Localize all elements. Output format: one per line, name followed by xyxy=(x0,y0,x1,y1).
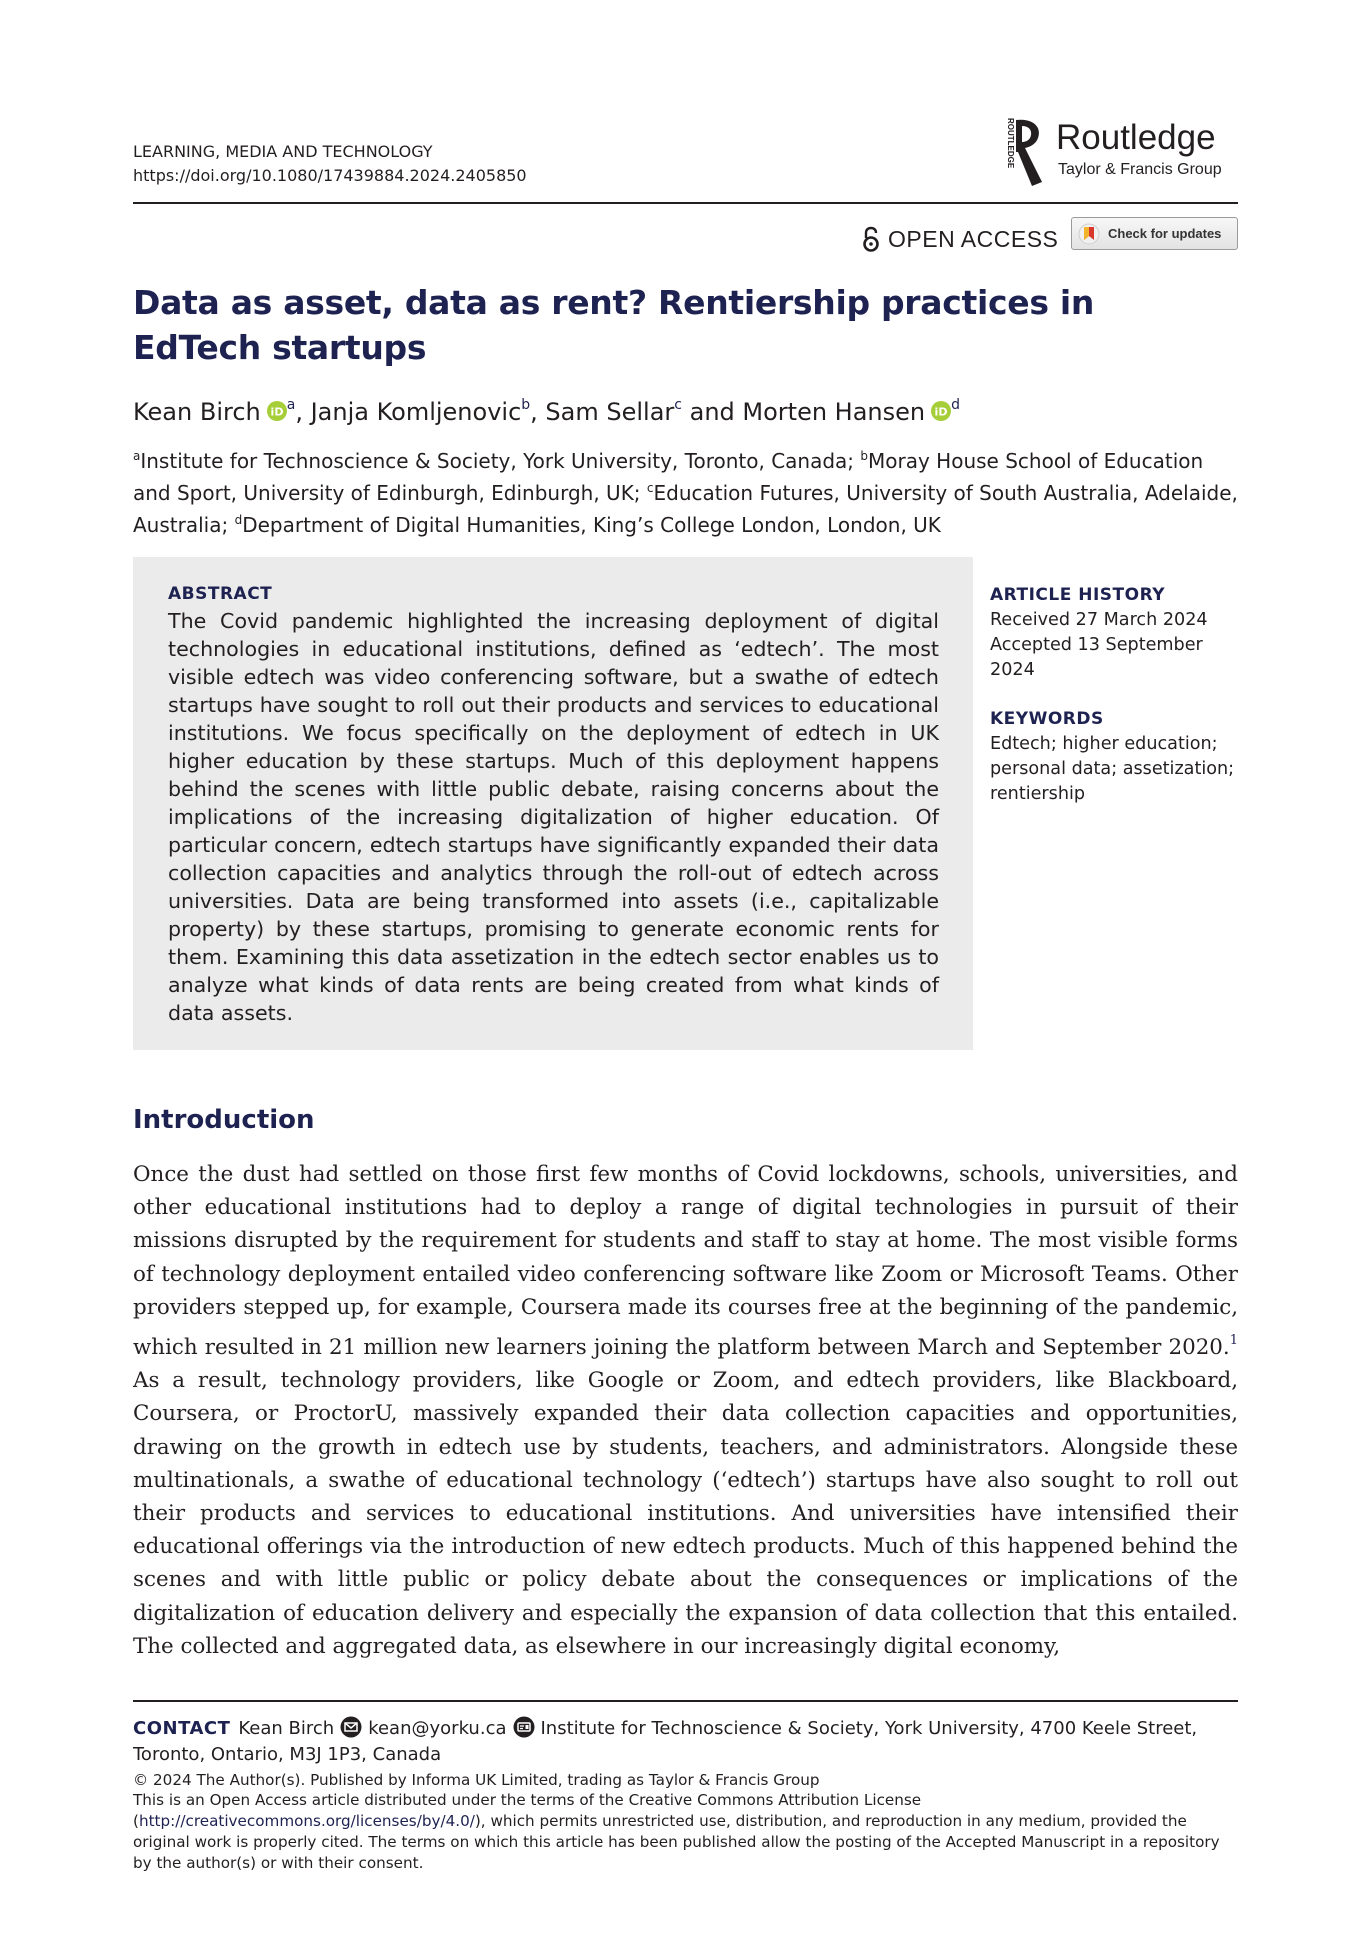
affiliations xyxy=(133,443,1238,539)
footer-rule xyxy=(133,1700,1238,1702)
publisher-group: Taylor & Francis Group xyxy=(1058,161,1222,178)
author-affiliation-mark: a xyxy=(286,397,296,413)
author-name[interactable]: Morten Hansen xyxy=(742,398,926,426)
contact-label: CONTACT xyxy=(133,1718,231,1739)
section-heading-introduction: Introduction xyxy=(133,1105,315,1135)
doi-link[interactable]: https://doi.org/10.1080/17439884.2024.2405850 xyxy=(133,166,527,185)
article-title: Data as asset, data as rent? Rentiership practices in EdTech startups xyxy=(133,283,1095,367)
journal-header xyxy=(133,140,527,188)
open-access-badge xyxy=(862,224,1058,254)
affiliation-mark: b xyxy=(860,449,869,463)
author-affiliation-mark: d xyxy=(951,397,961,413)
license-text: ), which permits unrestricted use, distribution, and reproduction in any medium, provided the original work is properly cited. The terms on which this article has been published allow the posting of the Accepted Manuscript in a repository by the author(s) or with their consent. xyxy=(133,1812,1220,1872)
affiliation-text: Department of Digital Humanities, King’s College London, London, UK xyxy=(242,513,941,537)
abstract-heading: ABSTRACT xyxy=(168,584,273,604)
author-list xyxy=(133,388,960,429)
author-separator: , xyxy=(295,398,311,426)
author-name[interactable]: Kean Birch xyxy=(133,398,261,426)
check-for-updates-button[interactable] xyxy=(1071,217,1238,250)
introduction-paragraph xyxy=(133,1158,1238,1663)
author-separator: , xyxy=(530,398,546,426)
contact-address: Institute for Technoscience & Society, York University, 4700 Keele Street, Toronto, Ontario, M3J 1P3, Canada xyxy=(133,1718,1198,1765)
contact-email[interactable]: kean@yorku.ca xyxy=(368,1718,507,1739)
author-name[interactable]: Sam Sellar xyxy=(545,398,675,426)
affiliation-text: Institute for Technoscience & Society, York University, Toronto, Canada; xyxy=(140,449,861,473)
license-notice xyxy=(133,1790,1238,1874)
license-text: This is an Open Access article distributed under the terms of the Creative Commons Attribution License ( xyxy=(133,1791,922,1830)
affiliation-mark: c xyxy=(646,481,654,495)
header-rule xyxy=(133,202,1238,204)
contact-name: Kean Birch xyxy=(238,1718,335,1739)
introduction-text: As a result, technology providers, like Google or Zoom, and edtech providers, like Blackboard, Coursera, or ProctorU, massively expanded their data collection capacities and opportunities, drawing on the growth in edtech use by students, teachers, and administrators. Alongside these multinationals, a swathe of educational technology (‘edtech’) startups have also sought to roll out their products and services to educational institutions. And universities have intensified their educational offerings via the introduction of new edtech products. Much of this happened behind the scenes and with little public or policy debate about the consequences or implications of the digitalization of education delivery and especially the expansion of data collection that this entailed. The collected and aggregated data, as elsewhere in our increasingly digital economy, xyxy=(133,1368,1238,1659)
license-link[interactable]: http://creativecommons.org/licenses/by/4.0/ xyxy=(138,1812,475,1830)
svg-text:iD: iD xyxy=(934,405,948,419)
abstract-text: The Covid pandemic highlighted the increasing deployment of digital technologies in educational institutions, defined as ‘edtech’. The most visible edtech was video conferencing software, but a swathe of edtech startups have sought to roll out their products and services to educational institutions. We focus specifically on the deployment of edtech in UK higher education by these startups. Much of this deployment happens behind the scenes with little public debate, raising concerns about the implications of the increasing digitalization of higher education. Of particular concern, edtech startups have significantly expanded their data collection capacities and analytics through the roll-out of edtech across universities. Data are being transformed into assets (i.e., capitalizable property) by these startups, promising to generate economic rents for them. Examining this data assetization in the edtech sector enables us to analyze what kinds of data rents are being created from what kinds of data assets. xyxy=(168,609,939,1025)
affiliation-mark: d xyxy=(234,513,243,527)
article-history-heading: ARTICLE HISTORY xyxy=(990,585,1166,605)
article-history xyxy=(990,583,1240,683)
affiliation-mark: a xyxy=(133,449,141,463)
svg-text:iD: iD xyxy=(270,405,284,419)
footnote-link[interactable]: 1 xyxy=(1229,1333,1238,1349)
author-affiliation-mark: c xyxy=(674,397,682,413)
received-date: Received 27 March 2024 xyxy=(990,610,1208,630)
keywords-heading: KEYWORDS xyxy=(990,709,1104,729)
introduction-text: Once the dust had settled on those first few months of Covid lockdowns, schools, universities, and other educational institutions had to deploy a range of digital technologies in pursuit of their missions disrupted by the requirement for students and staff to stay at home. The most visible forms of technology deployment entailed video conferencing software like Zoom or Microsoft Teams. Other providers stepped up, for example, Coursera made its courses free at the beginning of the pandemic, which resulted in 21 million new learners joining the platform between March and September 2020. xyxy=(133,1162,1238,1361)
keywords-text: Edtech; higher education; personal data; assetization; rentiership xyxy=(990,734,1235,804)
address-icon xyxy=(513,1716,535,1738)
crossmark-icon xyxy=(1078,223,1100,245)
publisher-name: Routledge xyxy=(1056,118,1216,157)
affiliation-text: Moray House School of Education and Sport, University of Edinburgh, Edinburgh, UK; xyxy=(133,449,1204,505)
author-separator: and xyxy=(681,398,743,426)
email-icon xyxy=(340,1716,362,1738)
keywords xyxy=(990,707,1240,807)
contact-info xyxy=(133,1716,1238,1768)
copyright-notice: © 2024 The Author(s). Published by Informa UK Limited, trading as Taylor & Francis Group xyxy=(133,1771,820,1789)
author-name[interactable]: Janja Komljenovic xyxy=(310,398,522,426)
orcid-icon[interactable] xyxy=(931,401,951,421)
accepted-date: Accepted 13 September 2024 xyxy=(990,635,1203,680)
routledge-logo-icon xyxy=(998,116,1050,188)
open-access-label: OPEN ACCESS xyxy=(888,225,1059,252)
author-affiliation-mark: b xyxy=(521,397,531,413)
open-lock-icon xyxy=(862,226,880,252)
check-for-updates-label: Check for updates xyxy=(1108,226,1222,241)
journal-name: LEARNING, MEDIA AND TECHNOLOGY xyxy=(133,142,433,161)
affiliation-text: Education Futures, University of South Australia, Adelaide, Australia; xyxy=(133,481,1238,537)
orcid-icon[interactable] xyxy=(267,401,287,421)
publisher-vertical-text: ROUTLEDGE xyxy=(1006,118,1015,169)
publisher-logo xyxy=(998,116,1238,188)
